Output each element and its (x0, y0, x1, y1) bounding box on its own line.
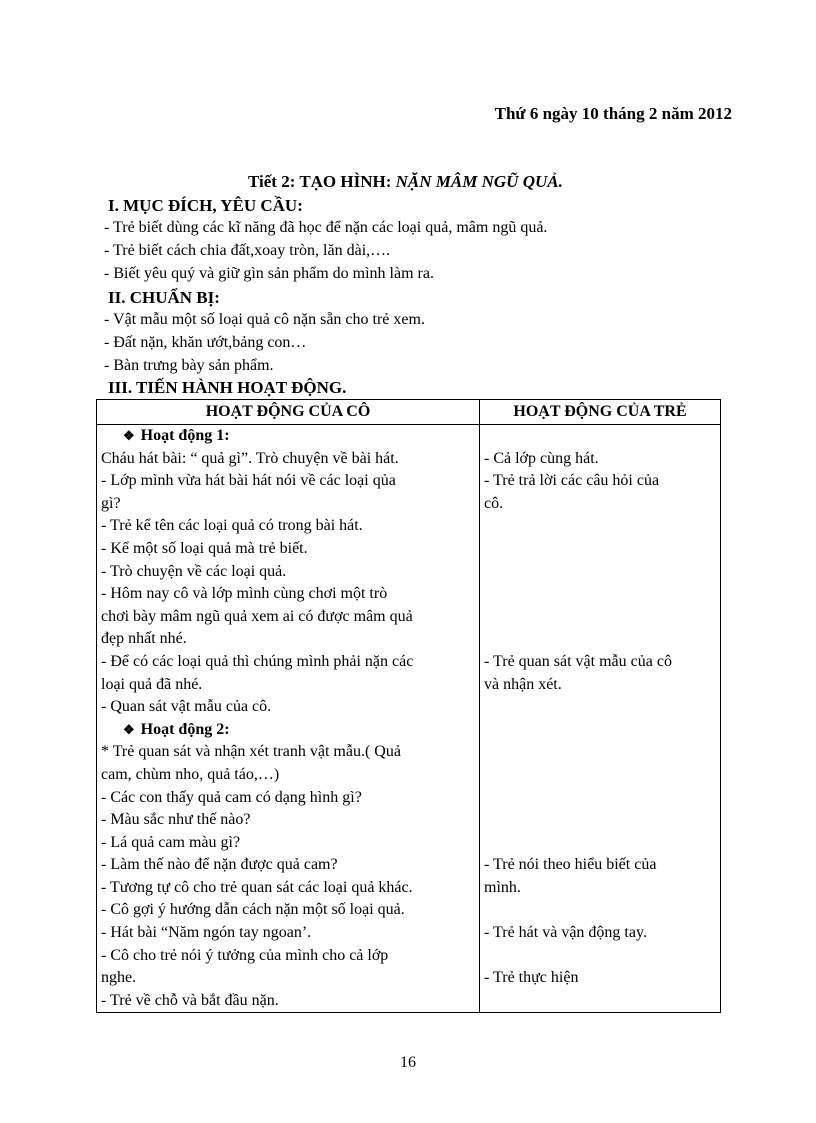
teacher-line: * Trẻ quan sát và nhận xét tranh vật mẫu.( Quả (101, 743, 401, 761)
teacher-line: - Lớp mình vừa hát bài hát nói về các loại qủa (101, 472, 396, 490)
child-line: cô. (484, 494, 504, 512)
teacher-line: - Kể một số loại quả mà trẻ biết. (101, 539, 308, 557)
preparation-item: - Đất nặn, khăn ướt,bảng con… (104, 334, 307, 351)
child-line: - Trẻ nói theo hiểu biết của (484, 856, 657, 874)
child-line: - Trẻ thực hiện (484, 969, 579, 987)
teacher-line: - Làm thế nào để nặn được quả cam? (101, 856, 338, 874)
teacher-line: chơi bày mâm ngũ quả xem ai có được mâm quả (101, 607, 413, 625)
teacher-line: - Cô cho trẻ nói ý tưởng của mình cho cả lớp (101, 946, 389, 964)
preparation-item: - Vật mẫu một số loại quả cô nặn sẵn cho trẻ xem. (104, 311, 425, 328)
child-line: - Trẻ hát và vận động tay. (484, 924, 647, 942)
lesson-topic: NẶN MÂM NGŨ QUẢ. (395, 172, 563, 191)
purpose-item: - Trẻ biết cách chia đất,xoay tròn, lăn dài,…. (104, 242, 391, 259)
activity-2-heading (101, 719, 475, 742)
teacher-line: - Trẻ kể tên các loại quả có trong bài hát. (101, 517, 363, 535)
child-line (484, 561, 716, 584)
teacher-line: - Quan sát vật mẫu của cô. (101, 698, 272, 716)
child-line (484, 628, 716, 651)
column-header-child: HOẠT ĐỘNG CỦA TRẺ (480, 400, 721, 425)
diamond-bullet-icon: ❖ (123, 428, 135, 443)
purpose-item: - Biết yêu quý và giữ gìn sản phẩm do mình làm ra. (104, 265, 434, 282)
child-line (484, 583, 716, 606)
child-line (484, 832, 716, 855)
teacher-line: - Để có các loại quả thì chúng mình phải nặn các (101, 652, 414, 670)
child-line (484, 764, 716, 787)
activity-table (96, 399, 721, 1013)
teacher-line: - Trẻ về chỗ và bắt đầu nặn. (101, 991, 279, 1009)
child-line (484, 606, 716, 629)
diamond-bullet-icon: ❖ (123, 721, 135, 737)
activity-1-heading-text: Hoạt động 1: (140, 427, 230, 444)
teacher-line: - Tương tự cô cho trẻ quan sát các loại quả khác. (101, 878, 413, 896)
column-header-teacher: HOẠT ĐỘNG CỦA CÔ (97, 400, 480, 425)
lesson-title (248, 172, 563, 192)
activity-1-heading (101, 425, 475, 448)
child-line-spacer (484, 425, 716, 448)
child-line (484, 809, 716, 832)
document-date: Thứ 6 ngày 10 tháng 2 năm 2012 (494, 104, 732, 123)
purpose-item: - Trẻ biết dùng các kĩ năng đã học để nặn các loại quả, mâm ngũ quả. (104, 219, 548, 236)
child-line: và nhận xét. (484, 675, 562, 693)
activity-row (97, 425, 721, 1013)
section-heading-purpose: I. MỤC ĐÍCH, YÊU CẦU: (108, 196, 303, 215)
child-line: - Trẻ quan sát vật mẫu của cô (484, 652, 672, 670)
child-line: - Cả lớp cùng hát. (484, 449, 599, 467)
child-line: mình. (484, 878, 521, 896)
teacher-line: - Lá quả cam màu gì? (101, 833, 241, 851)
child-line (484, 741, 716, 764)
teacher-line: nghe. (101, 969, 137, 987)
activity-2-heading-text: Hoạt động 2: (140, 720, 230, 738)
teacher-line: đẹp nhất nhé. (101, 630, 187, 648)
teacher-line: cam, chùm nho, quả táo,…) (101, 765, 280, 783)
teacher-line: gì? (101, 494, 121, 512)
child-line (484, 538, 716, 561)
child-activities-cell (480, 425, 721, 1013)
child-line (484, 945, 716, 968)
teacher-line: - Màu sắc như thế nào? (101, 811, 251, 829)
teacher-activities-cell (97, 425, 480, 1013)
teacher-line: - Hôm nay cô và lớp mình cùng chơi một trò (101, 585, 388, 603)
teacher-line: - Cô gợi ý hướng dẫn cách nặn một số loại quả. (101, 901, 405, 919)
lesson-title-prefix: Tiết 2: TẠO HÌNH: (248, 172, 396, 191)
teacher-line: loại quả đã nhé. (101, 675, 203, 693)
teacher-line: Cháu hát bài: “ quả gì”. Trò chuyện về bài hát. (101, 449, 399, 467)
child-line (484, 899, 716, 922)
preparation-item: - Bàn trưng bày sản phẩm. (104, 357, 274, 374)
page-number: 16 (400, 1054, 416, 1071)
teacher-line: - Trò chuyện về các loại quả. (101, 562, 287, 580)
child-line: - Trẻ trả lời các câu hỏi của (484, 472, 660, 490)
section-heading-preparation: II. CHUẨN BỊ: (108, 288, 220, 307)
child-line (484, 515, 716, 538)
teacher-line: - Hát bài “Năm ngón tay ngoan’. (101, 924, 312, 942)
child-line (484, 787, 716, 810)
section-heading-activities: III. TIẾN HÀNH HOẠT ĐỘNG. (108, 378, 347, 397)
child-line-spacer (484, 719, 716, 742)
teacher-line: - Các con thấy quả cam có dạng hình gì? (101, 788, 362, 806)
child-line-spacer (484, 696, 716, 719)
